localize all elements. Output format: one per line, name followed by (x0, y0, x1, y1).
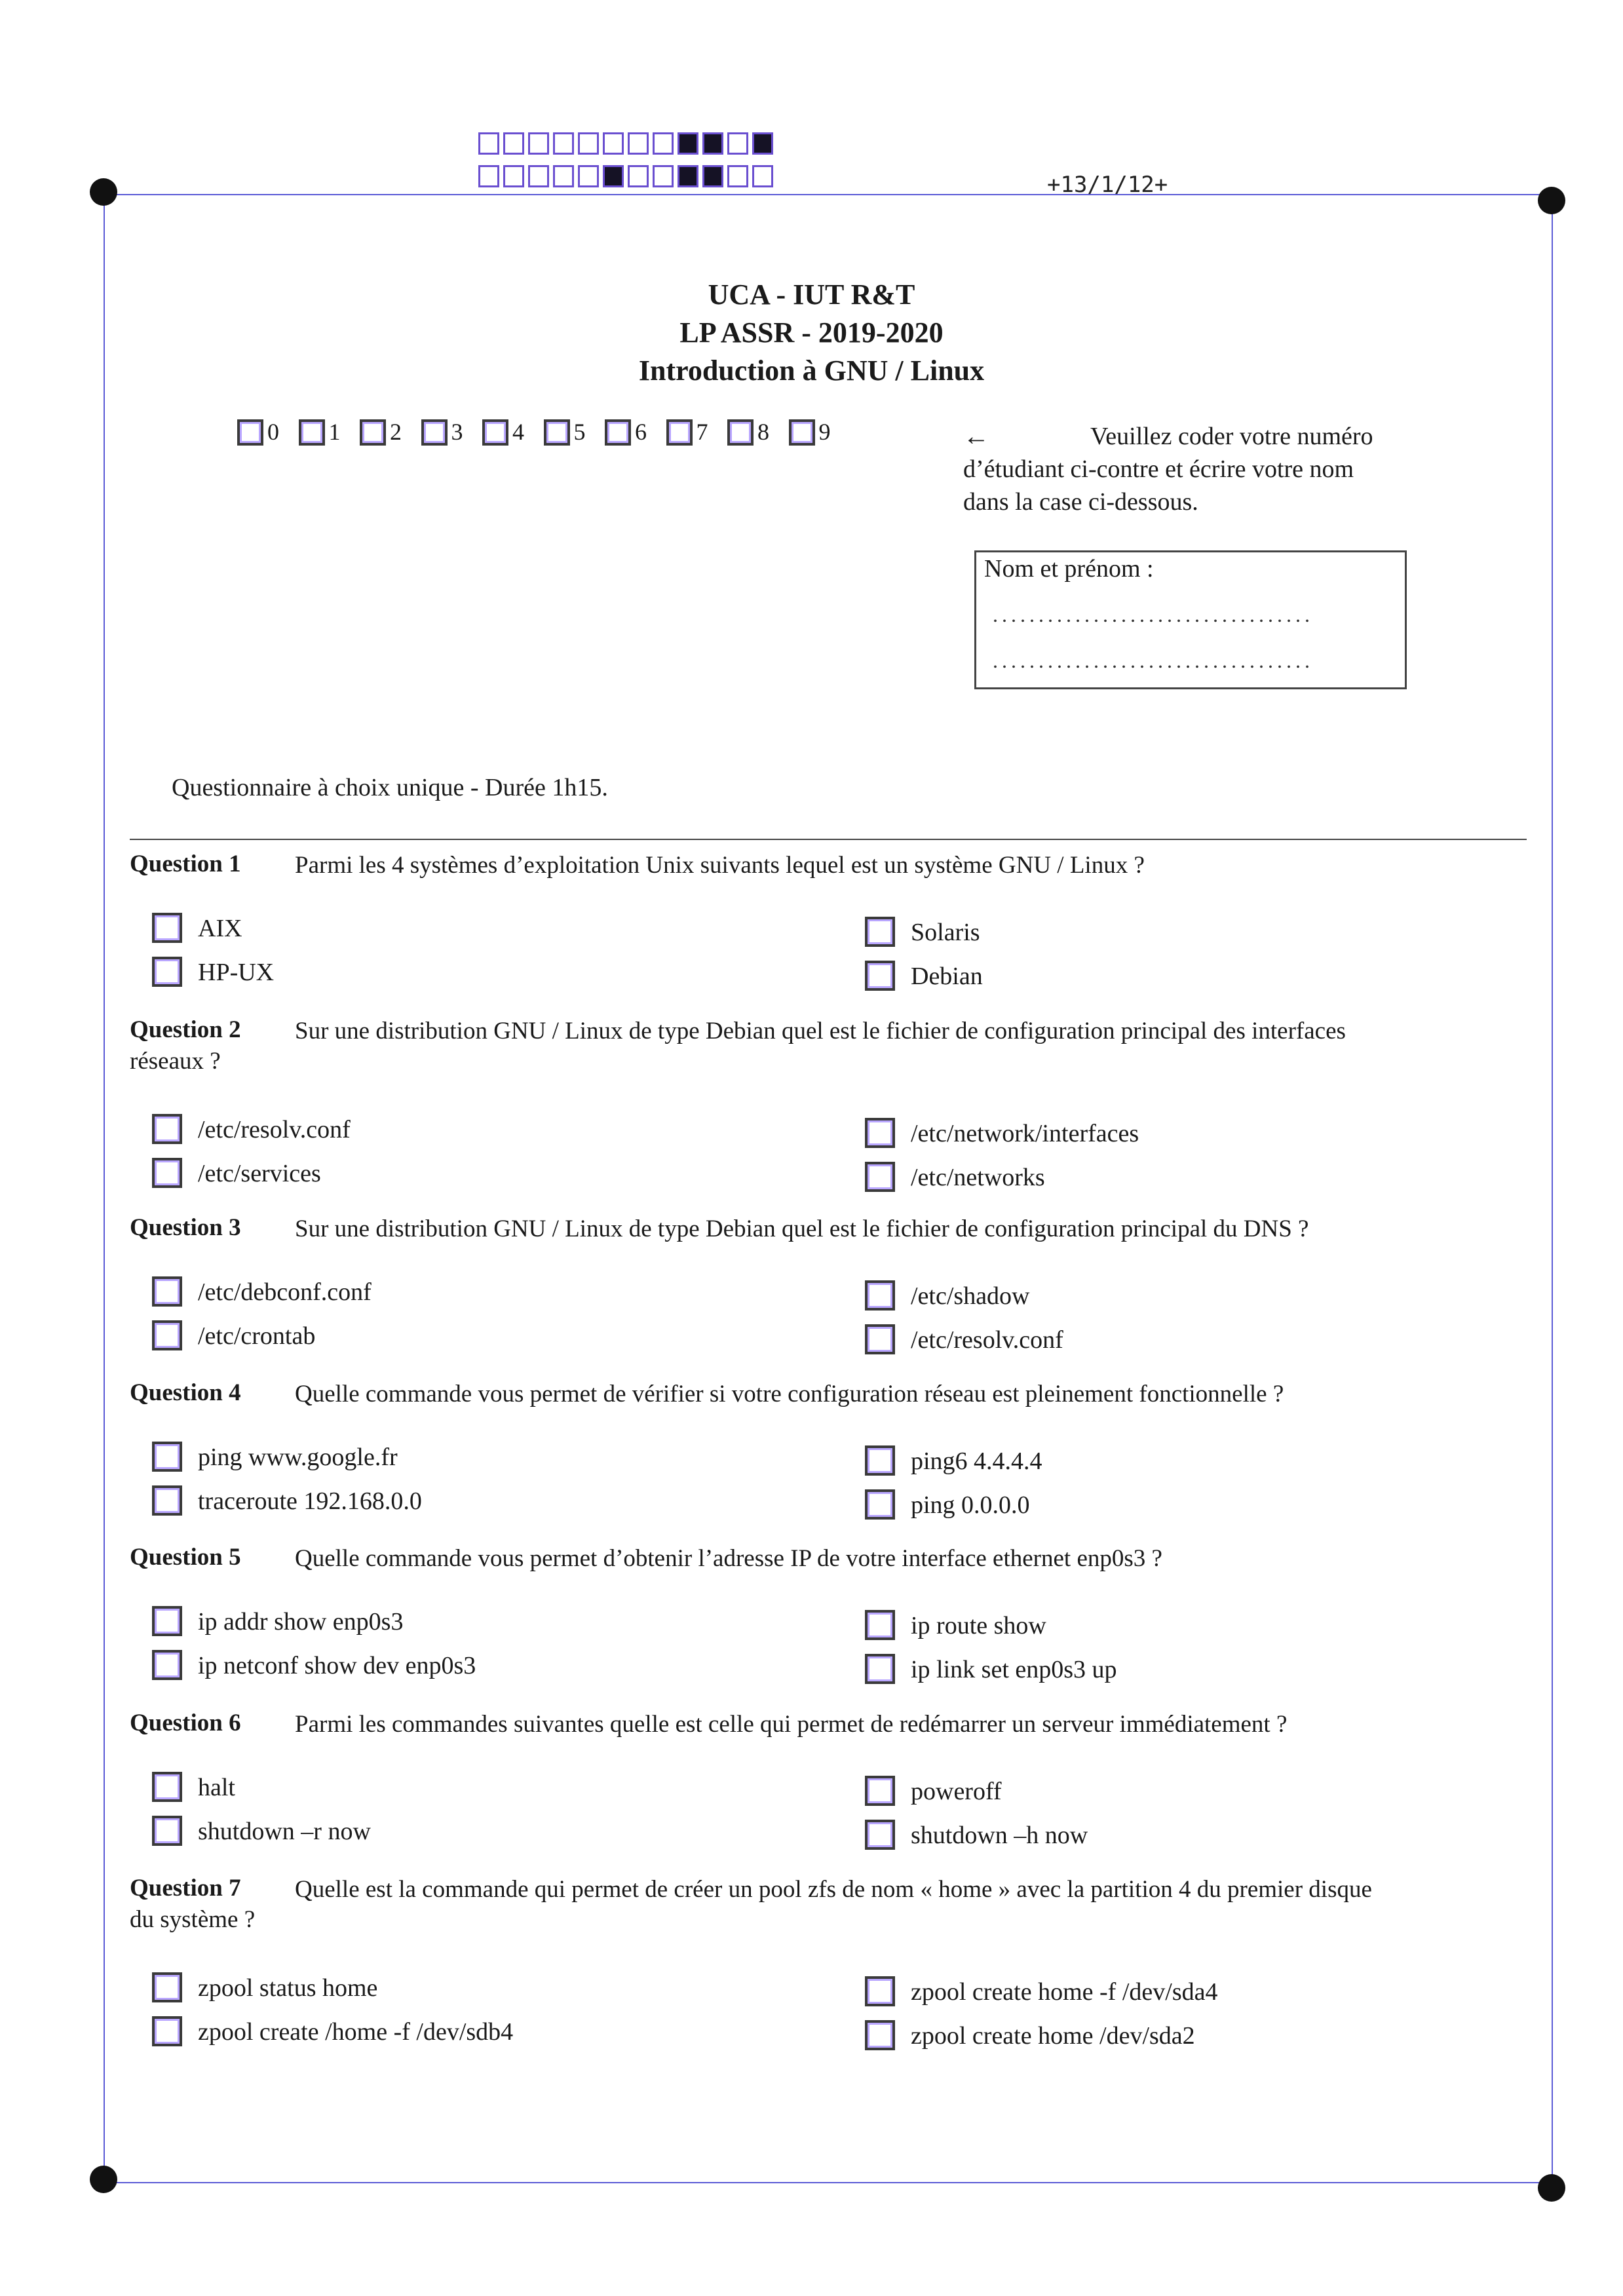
question-text: Sur une distribution GNU / Linux de type Debian quel est le fichier de configuration principal du DNS ? (295, 1215, 1309, 1242)
answer-checkbox[interactable] (865, 917, 895, 947)
student-id-digit-label: 8 (757, 419, 769, 445)
answer-checkbox[interactable] (152, 1114, 182, 1144)
code-box (752, 165, 773, 187)
answer-checkbox[interactable] (152, 1606, 182, 1636)
answer-option-label: zpool create home -f /dev/sda4 (911, 1978, 1218, 2006)
answer-checkbox[interactable] (865, 2020, 895, 2050)
code-box (478, 165, 499, 187)
student-id-digit-label: 3 (451, 419, 463, 445)
answer-checkbox[interactable] (865, 1445, 895, 1476)
question-text-continued: réseaux ? (130, 1048, 221, 1075)
answer-option-label: /etc/networks (911, 1164, 1045, 1191)
student-id-digit-label: 4 (512, 419, 524, 445)
student-id-digit-label: 1 (328, 419, 341, 445)
answer-checkbox[interactable] (865, 1654, 895, 1684)
answer-option-label: /etc/crontab (198, 1322, 316, 1350)
question-label: Question 5 (130, 1544, 241, 1571)
question-label: Question 1 (130, 851, 241, 877)
answer-option-label: ping 0.0.0.0 (911, 1491, 1030, 1519)
answer-option-label: zpool create home /dev/sda2 (911, 2022, 1195, 2050)
question-label: Question 3 (130, 1214, 241, 1241)
answer-option-label: Solaris (911, 919, 980, 946)
answer-option-label: HP-UX (198, 959, 275, 986)
answer-option-label: ip route show (911, 1612, 1046, 1639)
corner-mark-top-right (1538, 187, 1565, 214)
answer-option-label: /etc/services (198, 1160, 321, 1187)
code-box (528, 132, 549, 155)
student-id-digit-checkbox[interactable] (299, 419, 325, 446)
answer-option-label: ip netconf show dev enp0s3 (198, 1652, 476, 1679)
answer-checkbox[interactable] (865, 1162, 895, 1192)
answer-option-label: /etc/network/interfaces (911, 1120, 1139, 1147)
divider (130, 839, 1527, 840)
answer-option-label: /etc/shadow (911, 1282, 1030, 1310)
question-label: Question 6 (130, 1710, 241, 1736)
code-box (528, 165, 549, 187)
student-id-digit-checkbox[interactable] (237, 419, 263, 446)
instruction-line-3: dans la case ci-dessous. (963, 488, 1198, 516)
answer-checkbox[interactable] (865, 1280, 895, 1311)
answer-checkbox[interactable] (865, 1118, 895, 1148)
code-box (752, 132, 773, 155)
code-box (603, 165, 624, 187)
question-text: Parmi les commandes suivantes quelle est celle qui permet de redémarrer un serveur immédiatement ? (295, 1711, 1288, 1738)
answer-option-label: /etc/resolv.conf (198, 1116, 351, 1143)
student-id-digit-checkbox[interactable] (605, 419, 631, 446)
question-label: Question 2 (130, 1016, 241, 1043)
question-text: Sur une distribution GNU / Linux de type Debian quel est le fichier de configuration principal des interfaces (295, 1018, 1346, 1044)
code-box (578, 165, 599, 187)
answer-checkbox[interactable] (152, 1816, 182, 1846)
question-text: Parmi les 4 systèmes d’exploitation Unix suivants lequel est un système GNU / Linux ? (295, 852, 1145, 879)
student-id-digit-checkbox[interactable] (544, 419, 570, 446)
code-box (553, 132, 574, 155)
frame-top-line (104, 194, 1553, 195)
answer-checkbox[interactable] (152, 1972, 182, 2002)
answer-option-label: AIX (198, 915, 242, 942)
answer-option-label: shutdown –h now (911, 1822, 1088, 1849)
code-box (678, 132, 698, 155)
answer-checkbox[interactable] (865, 961, 895, 991)
answer-checkbox[interactable] (152, 1650, 182, 1680)
answer-option-label: Debian (911, 963, 983, 990)
answer-option-label: ip link set enp0s3 up (911, 1656, 1117, 1683)
answer-option-label: poweroff (911, 1778, 1002, 1805)
name-dots-line-2: ................................... (993, 649, 1314, 672)
code-box (603, 132, 624, 155)
code-box (678, 165, 698, 187)
answer-checkbox[interactable] (865, 1610, 895, 1640)
instruction-line-1: Veuillez coder votre numéro (1090, 423, 1373, 450)
answer-option-label: /etc/debconf.conf (198, 1278, 372, 1306)
code-box (478, 132, 499, 155)
student-id-digit-label: 2 (390, 419, 402, 445)
answer-option-label: zpool status home (198, 1974, 378, 2002)
code-box (653, 132, 674, 155)
answer-checkbox[interactable] (152, 1485, 182, 1516)
frame-bottom-line (104, 2182, 1553, 2183)
answer-checkbox[interactable] (152, 1442, 182, 1472)
corner-mark-top-left (90, 178, 117, 206)
instruction-line-2: d’étudiant ci-contre et écrire votre nom (963, 455, 1354, 483)
student-id-digit-label: 7 (696, 419, 708, 445)
code-box (503, 132, 524, 155)
answer-option-label: zpool create /home -f /dev/sdb4 (198, 2018, 514, 2046)
answer-option-label: halt (198, 1774, 235, 1801)
student-id-digit-checkbox[interactable] (421, 419, 448, 446)
code-box (628, 132, 649, 155)
header-course: Introduction à GNU / Linux (638, 354, 985, 387)
code-box (702, 132, 723, 155)
code-box (553, 165, 574, 187)
header-institution: UCA - IUT R&T (708, 278, 915, 311)
code-box (727, 165, 748, 187)
header-program: LP ASSR - 2019-2020 (679, 316, 944, 349)
student-id-digit-checkbox[interactable] (789, 419, 815, 446)
answer-checkbox[interactable] (152, 913, 182, 943)
student-id-digit-checkbox[interactable] (360, 419, 386, 446)
student-id-digit-label: 5 (573, 419, 586, 445)
answer-checkbox[interactable] (865, 1820, 895, 1850)
sheet-id: +13/1/12+ (1047, 172, 1168, 198)
answer-option-label: ping www.google.fr (198, 1444, 398, 1471)
code-box (628, 165, 649, 187)
student-id-digit-checkbox[interactable] (666, 419, 693, 446)
corner-mark-bottom-right (1538, 2174, 1565, 2202)
answer-checkbox[interactable] (152, 1772, 182, 1802)
code-box (653, 165, 674, 187)
answer-option-label: shutdown –r now (198, 1818, 371, 1845)
answer-option-label: ping6 4.4.4.4 (911, 1447, 1042, 1475)
question-label: Question 4 (130, 1379, 241, 1406)
corner-mark-bottom-left (90, 2166, 117, 2193)
answer-checkbox[interactable] (865, 1776, 895, 1806)
answer-checkbox[interactable] (152, 1320, 182, 1350)
name-dots-line-1: ................................... (993, 603, 1314, 626)
question-text: Quelle commande vous permet d’obtenir l’adresse IP de votre interface ethernet enp0s3 ? (295, 1545, 1162, 1572)
answer-checkbox[interactable] (865, 1324, 895, 1354)
answer-option-label: ip addr show enp0s3 (198, 1608, 404, 1636)
answer-checkbox[interactable] (865, 1976, 895, 2006)
frame-left-line (104, 194, 105, 2183)
answer-option-label: /etc/resolv.conf (911, 1326, 1063, 1354)
student-id-digit-checkbox[interactable] (727, 419, 754, 446)
answer-checkbox[interactable] (865, 1489, 895, 1520)
exam-intro: Questionnaire à choix unique - Durée 1h15. (172, 774, 608, 801)
answer-checkbox[interactable] (152, 1276, 182, 1307)
name-box-label: Nom et prénom : (984, 555, 1154, 583)
answer-checkbox[interactable] (152, 957, 182, 987)
code-box (727, 132, 748, 155)
question-label: Question 7 (130, 1875, 241, 1902)
answer-checkbox[interactable] (152, 2016, 182, 2046)
code-box (578, 132, 599, 155)
code-box (503, 165, 524, 187)
question-text: Quelle est la commande qui permet de créer un pool zfs de nom « home » avec la partition 4 du premier disque (295, 1876, 1372, 1903)
student-id-digit-label: 0 (267, 419, 279, 445)
question-text-continued: du système ? (130, 1906, 256, 1933)
student-id-digit-checkbox[interactable] (482, 419, 508, 446)
student-id-digit-label: 9 (818, 419, 831, 445)
arrow-icon: ← (963, 421, 989, 451)
frame-right-line (1552, 194, 1553, 2183)
answer-option-label: traceroute 192.168.0.0 (198, 1487, 422, 1515)
answer-checkbox[interactable] (152, 1158, 182, 1188)
code-box (702, 165, 723, 187)
student-id-digit-label: 6 (635, 419, 647, 445)
question-text: Quelle commande vous permet de vérifier si votre configuration réseau est pleinement fonctionnelle ? (295, 1381, 1284, 1407)
